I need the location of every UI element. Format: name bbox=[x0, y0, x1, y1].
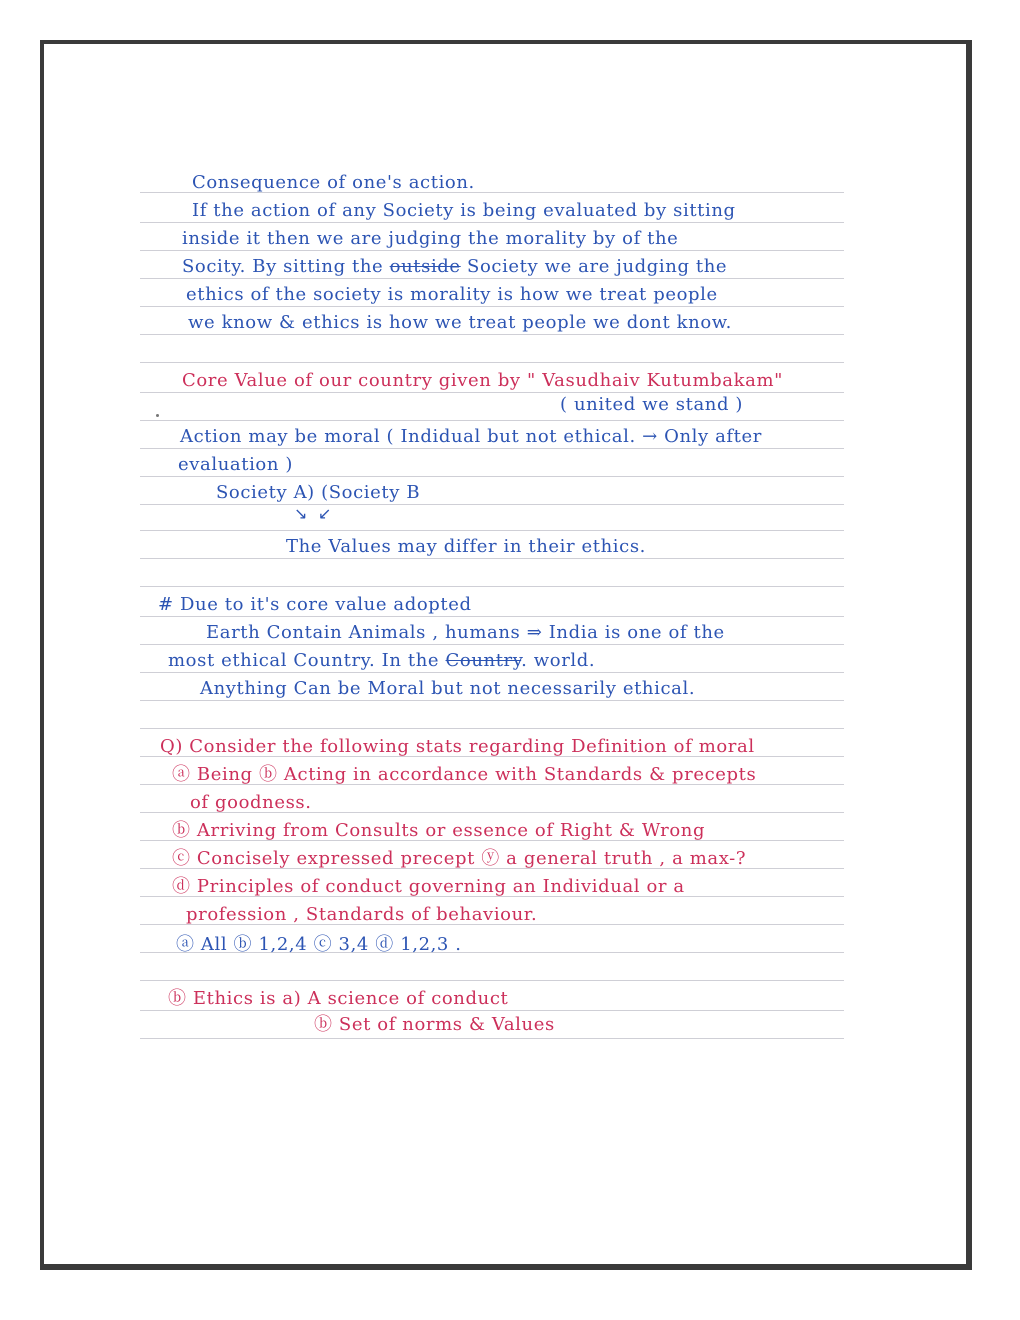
rule-line bbox=[140, 334, 844, 335]
struck-text: outside bbox=[389, 256, 461, 277]
arrow-down-icon: ↙ bbox=[318, 504, 332, 523]
rule-line bbox=[140, 222, 844, 223]
rule-line bbox=[140, 392, 844, 393]
struck-text: Country bbox=[445, 650, 522, 671]
note-line: ⓑ Set of norms & Values bbox=[314, 1014, 555, 1035]
note-line: we know & ethics is how we treat people we dont know. bbox=[188, 312, 732, 333]
note-line: evaluation ) bbox=[178, 454, 293, 475]
arrow-down-icon: ↘ bbox=[294, 504, 308, 523]
note-line: If the action of any Society is being evaluated by sitting bbox=[192, 200, 736, 221]
note-line: Core Value of our country given by " Vasudhaiv Kutumbakam" bbox=[182, 370, 784, 391]
rule-line bbox=[140, 980, 844, 981]
note-line: ethics of the society is morality is how we treat people bbox=[186, 284, 718, 305]
note-text: most ethical Country. In the bbox=[168, 650, 440, 671]
rule-line bbox=[140, 616, 844, 617]
rule-line bbox=[140, 530, 844, 531]
question-line: of goodness. bbox=[190, 792, 312, 813]
rule-line bbox=[140, 476, 844, 477]
question-line: Q) Consider the following stats regarding Definition of moral bbox=[160, 736, 755, 757]
note-text: Socity. By sitting the bbox=[182, 256, 384, 277]
rule-line bbox=[140, 700, 844, 701]
rule-line bbox=[140, 250, 844, 251]
rule-line bbox=[140, 644, 844, 645]
question-line: ⓐ Being ⓑ Acting in accordance with Standards & precepts bbox=[172, 764, 757, 785]
note-text: . world. bbox=[521, 650, 596, 671]
question-line: ⓑ Arriving from Consults or essence of Right & Wrong bbox=[172, 820, 706, 841]
rule-line bbox=[140, 420, 844, 421]
question-line: profession , Standards of behaviour. bbox=[186, 904, 538, 925]
rule-line bbox=[140, 1038, 844, 1039]
note-line: inside it then we are judging the morality by of the bbox=[182, 228, 679, 249]
note-line: Earth Contain Animals , humans ⇒ India is one of the bbox=[206, 622, 725, 643]
note-line: # Due to it's core value adopted bbox=[158, 594, 472, 615]
note-line: Society A) (Society B bbox=[216, 482, 421, 503]
note-line bbox=[168, 650, 595, 672]
answer-options: ⓐ All ⓑ 1,2,4 ⓒ 3,4 ⓓ 1,2,3 . bbox=[176, 934, 462, 955]
note-line: The Values may differ in their ethics. bbox=[286, 536, 646, 557]
note-line: Anything Can be Moral but not necessarily ethical. bbox=[200, 678, 696, 699]
rule-line bbox=[140, 278, 844, 279]
rule-line bbox=[140, 558, 844, 559]
rule-line bbox=[140, 586, 844, 587]
rule-line bbox=[140, 504, 844, 505]
question-line: ⓓ Principles of conduct governing an Individual or a bbox=[172, 876, 685, 897]
note-line: ⓑ Ethics is a) A science of conduct bbox=[168, 988, 509, 1009]
rule-line bbox=[140, 728, 844, 729]
rule-line bbox=[140, 1010, 844, 1011]
question-line: ⓒ Concisely expressed precept ⓨ a general truth , a max-? bbox=[172, 848, 747, 869]
rule-line bbox=[140, 306, 844, 307]
rule-line bbox=[140, 362, 844, 363]
note-line: ( united we stand ) bbox=[560, 394, 744, 415]
rule-line bbox=[140, 672, 844, 673]
ink-dot bbox=[156, 414, 159, 417]
note-line bbox=[182, 256, 727, 278]
note-line: Consequence of one's action. bbox=[192, 172, 475, 193]
note-text: Society we are judging the bbox=[467, 256, 728, 277]
rule-line bbox=[140, 448, 844, 449]
note-line: Action may be moral ( Indidual but not ethical. → Only after bbox=[180, 426, 762, 447]
